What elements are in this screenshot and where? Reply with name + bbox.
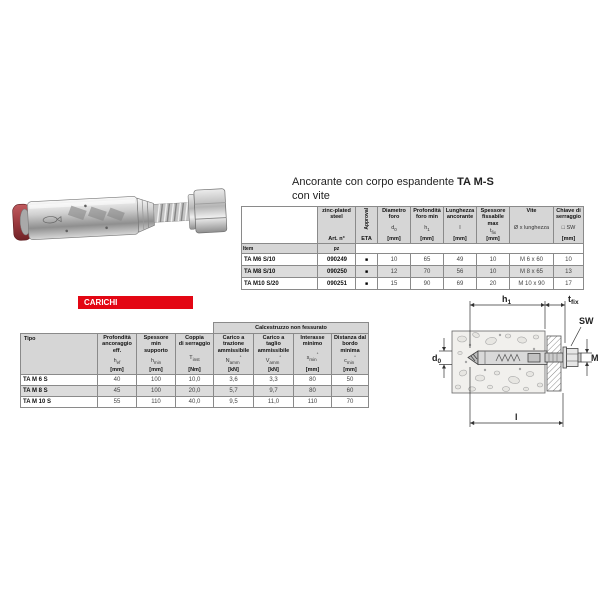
- eta-approval-mark: ■: [356, 266, 378, 278]
- hex-head: [194, 189, 227, 234]
- sw-dimension-label: SW: [579, 316, 594, 326]
- h1-dimension-label: $h_1$: [502, 294, 512, 306]
- spec-table: [241, 206, 584, 290]
- m-dimension-label: M: [591, 353, 599, 363]
- loads-row: TA M 10 S 55 110 40,0 9,5 11,0 110 70: [21, 397, 369, 408]
- carichi-banner: CARICHI: [78, 296, 193, 309]
- eta-approval-mark: ■: [356, 254, 378, 266]
- anchor-photo-illustration: [8, 170, 236, 262]
- loads-group-row: [21, 323, 369, 334]
- eta-approval-mark: ■: [356, 278, 378, 290]
- page-title: [292, 175, 494, 203]
- installation-diagram: [430, 293, 600, 448]
- bolt-tip: [578, 353, 581, 362]
- spec-header-row: zinc-plated steel Art. n° Approval ETA Diametro foro $d_0$ [mm] Profondità foro min $h_1$ [mm] Lunghezza ancorante l [mm] Spessore fissabile max $t_{fix}$ [mm] Vite Ø x lunghezza Chiave di serraggio □ SW [mm]: [242, 207, 584, 244]
- tfix-dimension-label: $t_{fix}$: [568, 294, 579, 306]
- loads-row: TA M 8 S 45 100 20,0 5,7 9,7 80 60: [21, 386, 369, 397]
- product-photo: [8, 170, 236, 267]
- d0-dimension-label: $d_0$: [432, 353, 442, 365]
- nut-section: [567, 349, 579, 367]
- title-line2: con vite: [292, 190, 330, 202]
- l-dimension-label: l: [515, 412, 518, 422]
- spec-row: TA M8 S/10 090250 ■ 12 70 56 10 M 8 x 65 13: [242, 266, 584, 278]
- diagram-drawing: [430, 293, 600, 443]
- washer-section: [563, 347, 567, 368]
- bolt-shaft: [545, 353, 563, 362]
- fixture-plate: [547, 336, 561, 391]
- item-label: Item: [242, 244, 318, 254]
- qty-label: pz: [318, 244, 356, 254]
- approval-label: Approval: [363, 208, 370, 230]
- loads-row: TA M 6 S 40 100 10,0 3,6 3,3 80 50: [21, 375, 369, 386]
- sleeve-collar: [137, 197, 155, 232]
- art-label: Art. n°: [328, 235, 345, 242]
- spec-row: TA M10 S/20 090251 ■ 15 90 69 20 M 10 x 90 17: [242, 278, 584, 290]
- loads-header-row: Tipo Profondità ancoraggio eff. $h_{ef}$ [mm] Spessore min supporto $h_{min}$ [mm] Coppia di serraggio $T_{inst}$ [Nm] Carico a trazione ammissibile $N_{amm}^\circ$ [kN] Carico a taglio ammissibile $V_{amm}^\circ$ [kN] Interasse minimo $s_{min}^\circ$ [mm] Distanza dal bordo minima $c_{min}^\circ$ [mm]: [21, 334, 369, 375]
- eta-label: ETA: [361, 236, 372, 242]
- tipo-label: Tipo: [24, 335, 36, 342]
- loads-table: [20, 322, 369, 408]
- title-text: Ancorante con corpo espandente: [292, 176, 455, 188]
- product-name: TA M-S: [457, 176, 494, 188]
- spec-subheader-row: [242, 244, 584, 254]
- loads-table-wrap: [20, 322, 369, 408]
- spec-row: TA M6 S/10 090249 ■ 10 65 49 10 M 6 x 60 10: [242, 254, 584, 266]
- concrete-group-header: Calcestruzzo non fessurato: [214, 323, 369, 334]
- spec-table-wrap: [241, 206, 584, 290]
